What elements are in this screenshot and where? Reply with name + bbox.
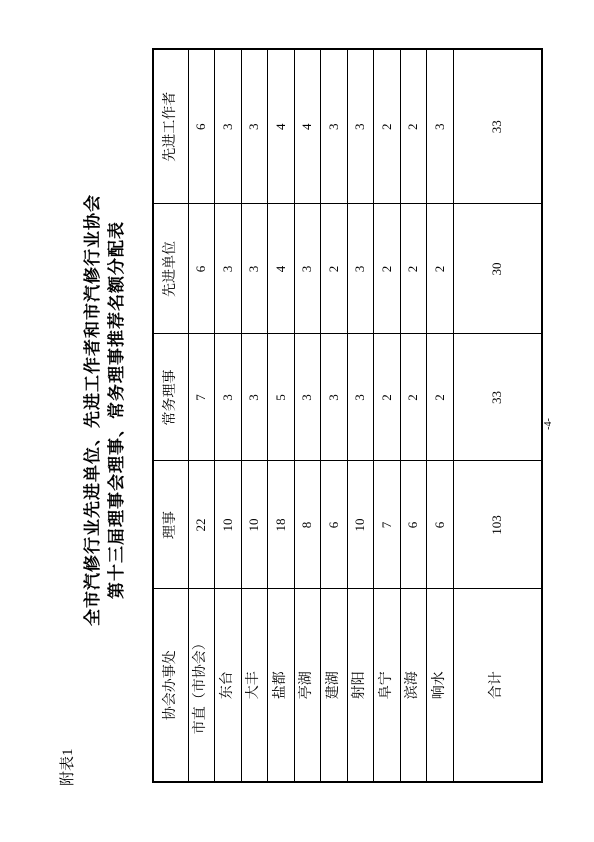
directors-cell: 10 bbox=[215, 461, 242, 589]
advanced-units-cell: 2 bbox=[321, 204, 348, 334]
advanced-workers-cell: 3 bbox=[241, 49, 268, 204]
table-row bbox=[294, 49, 321, 782]
table-row bbox=[268, 49, 295, 782]
directors-cell: 6 bbox=[400, 461, 427, 589]
advanced-workers-cell: 3 bbox=[427, 49, 454, 204]
page-number: -4- bbox=[543, 418, 554, 430]
directors-cell: 7 bbox=[374, 461, 401, 589]
standing-directors-cell: 7 bbox=[188, 334, 215, 461]
advanced-units-cell: 3 bbox=[215, 204, 242, 334]
header-standing-directors: 常务理事 bbox=[153, 334, 188, 461]
advanced-units-cell: 6 bbox=[188, 204, 215, 334]
standing-directors-cell: 2 bbox=[427, 334, 454, 461]
standing-directors-cell: 3 bbox=[347, 334, 374, 461]
table-row bbox=[188, 49, 215, 782]
total-advanced-units: 30 bbox=[453, 204, 542, 334]
office-cell: 东台 bbox=[215, 589, 242, 782]
office-cell: 亭湖 bbox=[294, 589, 321, 782]
office-cell: 大丰 bbox=[241, 589, 268, 782]
advanced-workers-cell: 4 bbox=[268, 49, 295, 204]
advanced-workers-cell: 3 bbox=[215, 49, 242, 204]
total-directors: 103 bbox=[453, 461, 542, 589]
total-label: 合计 bbox=[453, 589, 542, 782]
header-directors: 理事 bbox=[153, 461, 188, 589]
advanced-workers-cell: 3 bbox=[347, 49, 374, 204]
header-office: 协会办事处 bbox=[153, 589, 188, 782]
standing-directors-cell: 5 bbox=[268, 334, 295, 461]
total-advanced-workers: 33 bbox=[453, 49, 542, 204]
standing-directors-cell: 3 bbox=[321, 334, 348, 461]
table-row bbox=[427, 49, 454, 782]
directors-cell: 6 bbox=[427, 461, 454, 589]
advanced-workers-cell: 4 bbox=[294, 49, 321, 204]
office-cell: 盐都 bbox=[268, 589, 295, 782]
directors-cell: 22 bbox=[188, 461, 215, 589]
directors-cell: 8 bbox=[294, 461, 321, 589]
directors-cell: 10 bbox=[347, 461, 374, 589]
standing-directors-cell: 2 bbox=[374, 334, 401, 461]
advanced-workers-cell: 2 bbox=[400, 49, 427, 204]
standing-directors-cell: 3 bbox=[241, 334, 268, 461]
advanced-units-cell: 4 bbox=[268, 204, 295, 334]
advanced-units-cell: 3 bbox=[241, 204, 268, 334]
table-row bbox=[374, 49, 401, 782]
table-row bbox=[321, 49, 348, 782]
attachment-label: 附表1 bbox=[60, 748, 76, 786]
header-row bbox=[153, 49, 188, 782]
header-advanced-units: 先进单位 bbox=[153, 204, 188, 334]
office-cell: 射阳 bbox=[347, 589, 374, 782]
directors-cell: 18 bbox=[268, 461, 295, 589]
office-cell: 滨海 bbox=[400, 589, 427, 782]
table-row bbox=[215, 49, 242, 782]
standing-directors-cell: 2 bbox=[400, 334, 427, 461]
directors-cell: 6 bbox=[321, 461, 348, 589]
advanced-units-cell: 2 bbox=[374, 204, 401, 334]
advanced-units-cell: 2 bbox=[400, 204, 427, 334]
office-cell: 响水 bbox=[427, 589, 454, 782]
office-cell: 市直（市协会） bbox=[188, 589, 215, 782]
advanced-units-cell: 2 bbox=[427, 204, 454, 334]
advanced-workers-cell: 3 bbox=[321, 49, 348, 204]
total-standing-directors: 33 bbox=[453, 334, 542, 461]
table-row bbox=[400, 49, 427, 782]
office-cell: 阜宁 bbox=[374, 589, 401, 782]
advanced-units-cell: 3 bbox=[294, 204, 321, 334]
directors-cell: 10 bbox=[241, 461, 268, 589]
title-line-2: 第十三届理事会理事、常务理事推荐名额分配表 bbox=[107, 221, 126, 599]
advanced-units-cell: 3 bbox=[347, 204, 374, 334]
title-line-1: 全市汽修行业先进单位、先进工作者和市汽修行业协会 bbox=[83, 194, 102, 626]
table-row bbox=[241, 49, 268, 782]
office-cell: 建湖 bbox=[321, 589, 348, 782]
total-row bbox=[453, 49, 542, 782]
header-advanced-workers: 先进工作者 bbox=[153, 49, 188, 204]
standing-directors-cell: 3 bbox=[215, 334, 242, 461]
allocation-table bbox=[152, 48, 543, 783]
standing-directors-cell: 3 bbox=[294, 334, 321, 461]
table-row bbox=[347, 49, 374, 782]
advanced-workers-cell: 6 bbox=[188, 49, 215, 204]
advanced-workers-cell: 2 bbox=[374, 49, 401, 204]
